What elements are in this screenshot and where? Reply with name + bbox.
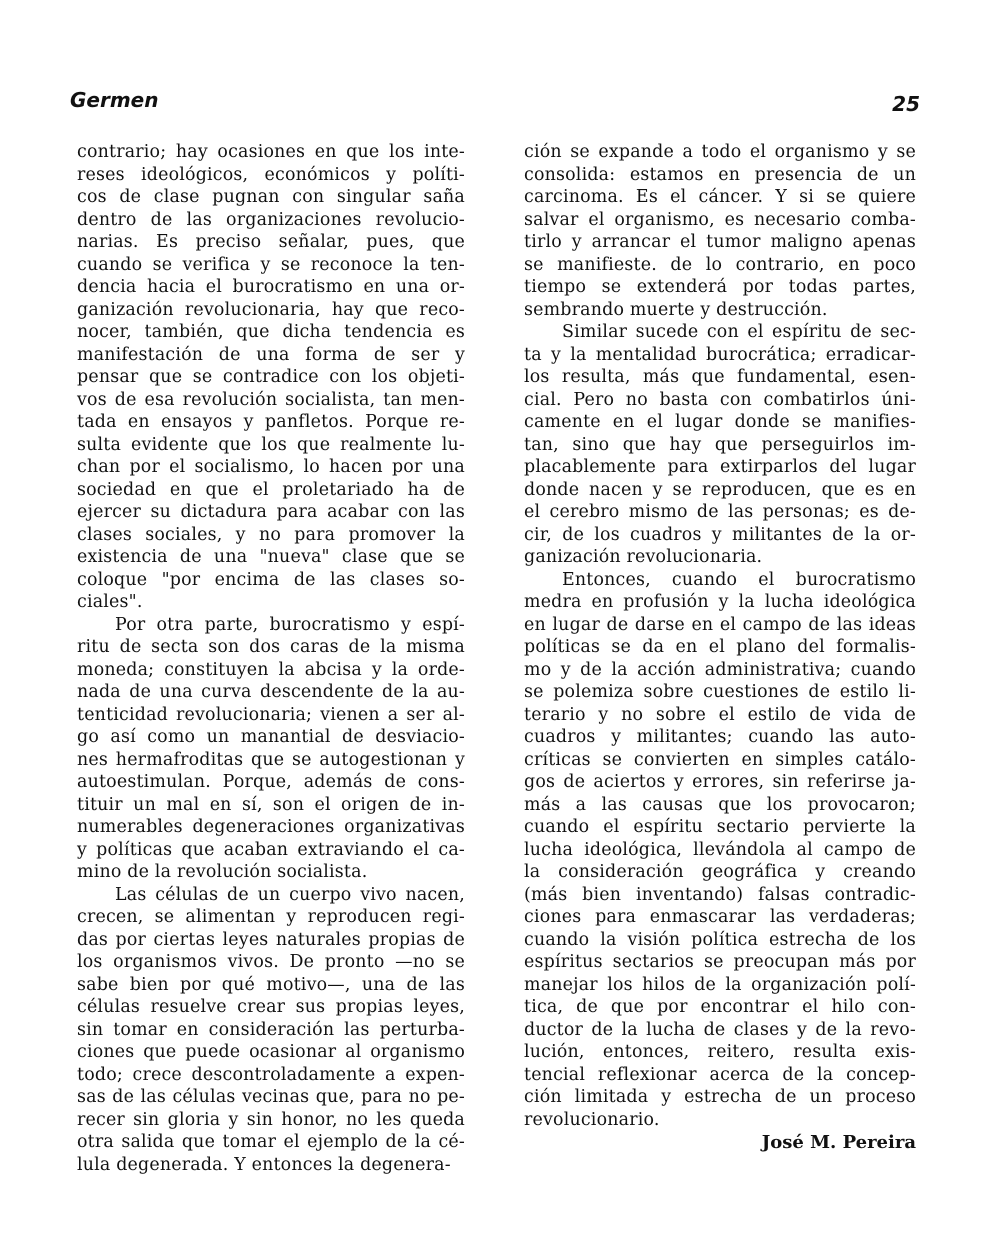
- text-line: contrario; hay ocasiones en que los inte-: [77, 142, 465, 162]
- text-line: ganización revolucionaria.: [524, 547, 763, 567]
- text-line: das por ciertas leyes naturales propias de: [77, 929, 465, 950]
- text-line: sembrando muerte y destrucción.: [524, 299, 828, 320]
- text-line: ciales".: [77, 592, 143, 612]
- text-line: sin tomar en consideración las perturba-: [77, 1019, 465, 1040]
- text-line: críticas se convierten en simples catálo-: [524, 749, 916, 770]
- text-line: mo y de la acción administrativa; cuando: [524, 659, 916, 680]
- text-line: sas de las células vecinas que, para no pe-: [77, 1087, 465, 1107]
- text-line: nes hermafroditas que se autogestionan y: [77, 749, 465, 770]
- text-line: Similar sucede con el espíritu de sec-: [562, 322, 916, 342]
- text-line: moneda; constituyen la abcisa y la orde-: [77, 659, 465, 680]
- text-line: sociedad en que el proletariado ha de: [77, 479, 465, 500]
- text-line: Las células de un cuerpo vivo nacen,: [115, 884, 465, 905]
- page-number: 25: [892, 92, 920, 116]
- text-line: más a las causas que los provocaron;: [524, 794, 916, 815]
- text-line: tan, sino que hay que perseguirlos im-: [524, 434, 916, 455]
- text-line: la consideración geográfica y creando: [524, 862, 916, 882]
- text-line: cuando la visión política estrecha de los: [524, 929, 916, 950]
- text-line: numerables degeneraciones organizativas: [77, 817, 465, 837]
- text-line: terario y no sobre el estilo de vida de: [524, 704, 916, 725]
- text-line: existencia de una "nueva" clase que se: [77, 547, 465, 567]
- text-line: en lugar de darse en el campo de las ideas: [524, 614, 916, 635]
- text-line: ganización revolucionaria, hay que reco-: [77, 299, 465, 320]
- text-line: lucha ideológica, llevándola al campo de: [524, 839, 916, 860]
- text-line: los resulta, más que fundamental, esen-: [524, 367, 916, 387]
- text-line: chan por el socialismo, lo hacen por una: [77, 457, 465, 477]
- text-line: vos de esa revolución socialista, tan men-: [77, 389, 465, 410]
- text-line: tiempo se extenderá por todas partes,: [524, 277, 916, 297]
- text-line: tenticidad revolucionaria; vienen a ser al-: [77, 704, 465, 725]
- text-line: ritu de secta son dos caras de la misma: [77, 637, 465, 657]
- text-line: nocer, también, que dicha tendencia es: [77, 322, 465, 342]
- text-line: tica, de que por encontrar el hilo con-: [524, 997, 916, 1017]
- text-line: nada de una curva descendente de la au-: [77, 682, 465, 702]
- text-line: ción limitada y estrecha de un proceso: [524, 1087, 916, 1107]
- text-line: sulta evidente que los que realmente lu-: [77, 434, 465, 455]
- text-line: clases sociales, y no para promover la: [77, 524, 465, 545]
- text-line: tirlo y arrancar el tumor maligno apenas: [524, 232, 916, 252]
- left-text-column: [77, 141, 465, 1176]
- text-line: manejar los hilos de la organización polí-: [524, 974, 916, 995]
- text-line: carcinoma. Es el cáncer. Y si se quiere: [524, 187, 916, 207]
- text-line: cos de clase pugnan con singular saña: [77, 187, 465, 207]
- text-line: donde nacen y se reproducen, que es en: [524, 479, 916, 500]
- journal-title: Germen: [70, 88, 159, 112]
- text-line: ción se expande a todo el organismo y se: [524, 142, 916, 162]
- text-line: y políticas que acaban extraviando el ca-: [77, 839, 465, 860]
- text-line: mino de la revolución socialista.: [77, 862, 368, 882]
- text-line: gos de aciertos y errores, sin referirse ja-: [524, 772, 916, 792]
- text-line: lula degenerada. Y entonces la degenera-: [77, 1154, 451, 1175]
- text-line: medra en profusión y la lucha ideológica: [524, 592, 916, 612]
- text-line: sabe bien por qué motivo—, una de las: [77, 974, 465, 995]
- text-line: Por otra parte, burocratismo y espí-: [115, 614, 465, 635]
- right-text-column: [524, 141, 916, 1131]
- author-signature: José M. Pereira: [761, 1132, 916, 1153]
- text-line: recer sin gloria y sin honor, no les queda: [77, 1109, 465, 1130]
- text-line: tada en ensayos y panfletos. Porque re-: [77, 412, 465, 432]
- text-line: ciones que puede ocasionar al organismo: [77, 1042, 465, 1062]
- text-line: otra salida que tomar el ejemplo de la cé-: [77, 1132, 465, 1152]
- text-line: dencia hacia el burocratismo en una or-: [77, 277, 465, 297]
- text-line: tituir un mal en sí, son el origen de in-: [77, 794, 465, 815]
- text-line: Entonces, cuando el burocratismo: [562, 569, 916, 590]
- text-line: todo; crece descontroladamente a expen-: [77, 1064, 465, 1085]
- text-line: espíritus sectarios se preocupan más por: [524, 952, 916, 972]
- text-line: ta y la mentalidad burocrática; erradicar-: [524, 344, 916, 365]
- text-line: crecen, se alimentan y reproducen regi-: [77, 907, 465, 927]
- text-line: ductor de la lucha de clases y de la revo-: [524, 1019, 916, 1040]
- text-line: tencial reflexionar acerca de la concep-: [524, 1064, 916, 1085]
- text-line: salvar el organismo, es necesario comba-: [524, 209, 916, 230]
- text-line: coloque "por encima de las clases so-: [77, 569, 465, 590]
- text-line: pensar que se contradice con los objeti-: [77, 367, 465, 387]
- text-line: manifestación de una forma de ser y: [77, 344, 465, 365]
- text-line: cuando el espíritu sectario pervierte la: [524, 817, 916, 837]
- text-line: dentro de las organizaciones revolucio-: [77, 209, 465, 230]
- text-line: placablemente para extirparlos del lugar: [524, 457, 916, 477]
- text-line: políticas se da en el plano del formalis-: [524, 637, 916, 657]
- text-line: lución, entonces, reitero, resulta exis-: [524, 1042, 916, 1062]
- text-line: células resuelve crear sus propias leyes,: [77, 997, 465, 1017]
- text-line: ejercer su dictadura para acabar con las: [77, 502, 465, 522]
- text-line: se manifieste. de lo contrario, en poco: [524, 254, 916, 275]
- text-line: se polemiza sobre cuestiones de estilo li-: [524, 682, 916, 702]
- text-line: revolucionario.: [524, 1109, 660, 1130]
- text-line: narias. Es preciso señalar, pues, que: [77, 232, 465, 252]
- text-line: reses ideológicos, económicos y políti-: [77, 164, 465, 185]
- text-line: cuando se verifica y se reconoce la ten-: [77, 254, 465, 275]
- text-line: (más bien inventando) falsas contradic-: [524, 884, 916, 905]
- text-line: cial. Pero no basta con combatirlos úni-: [524, 389, 916, 410]
- text-line: cuadros y militantes; cuando las auto-: [524, 727, 916, 747]
- text-line: go así como un manantial de desviacio-: [77, 727, 465, 747]
- text-line: autoestimulan. Porque, además de cons-: [77, 772, 465, 792]
- text-line: ciones para enmascarar las verdaderas;: [524, 907, 916, 927]
- text-line: consolida: estamos en presencia de un: [524, 164, 916, 185]
- page-header: [70, 88, 920, 118]
- text-line: el cerebro mismo de las personas; es de-: [524, 502, 916, 522]
- text-line: camente en el lugar donde se manifies-: [524, 412, 916, 432]
- text-line: los organismos vivos. De pronto —no se: [77, 952, 465, 972]
- text-line: cir, de los cuadros y militantes de la or-: [524, 524, 916, 545]
